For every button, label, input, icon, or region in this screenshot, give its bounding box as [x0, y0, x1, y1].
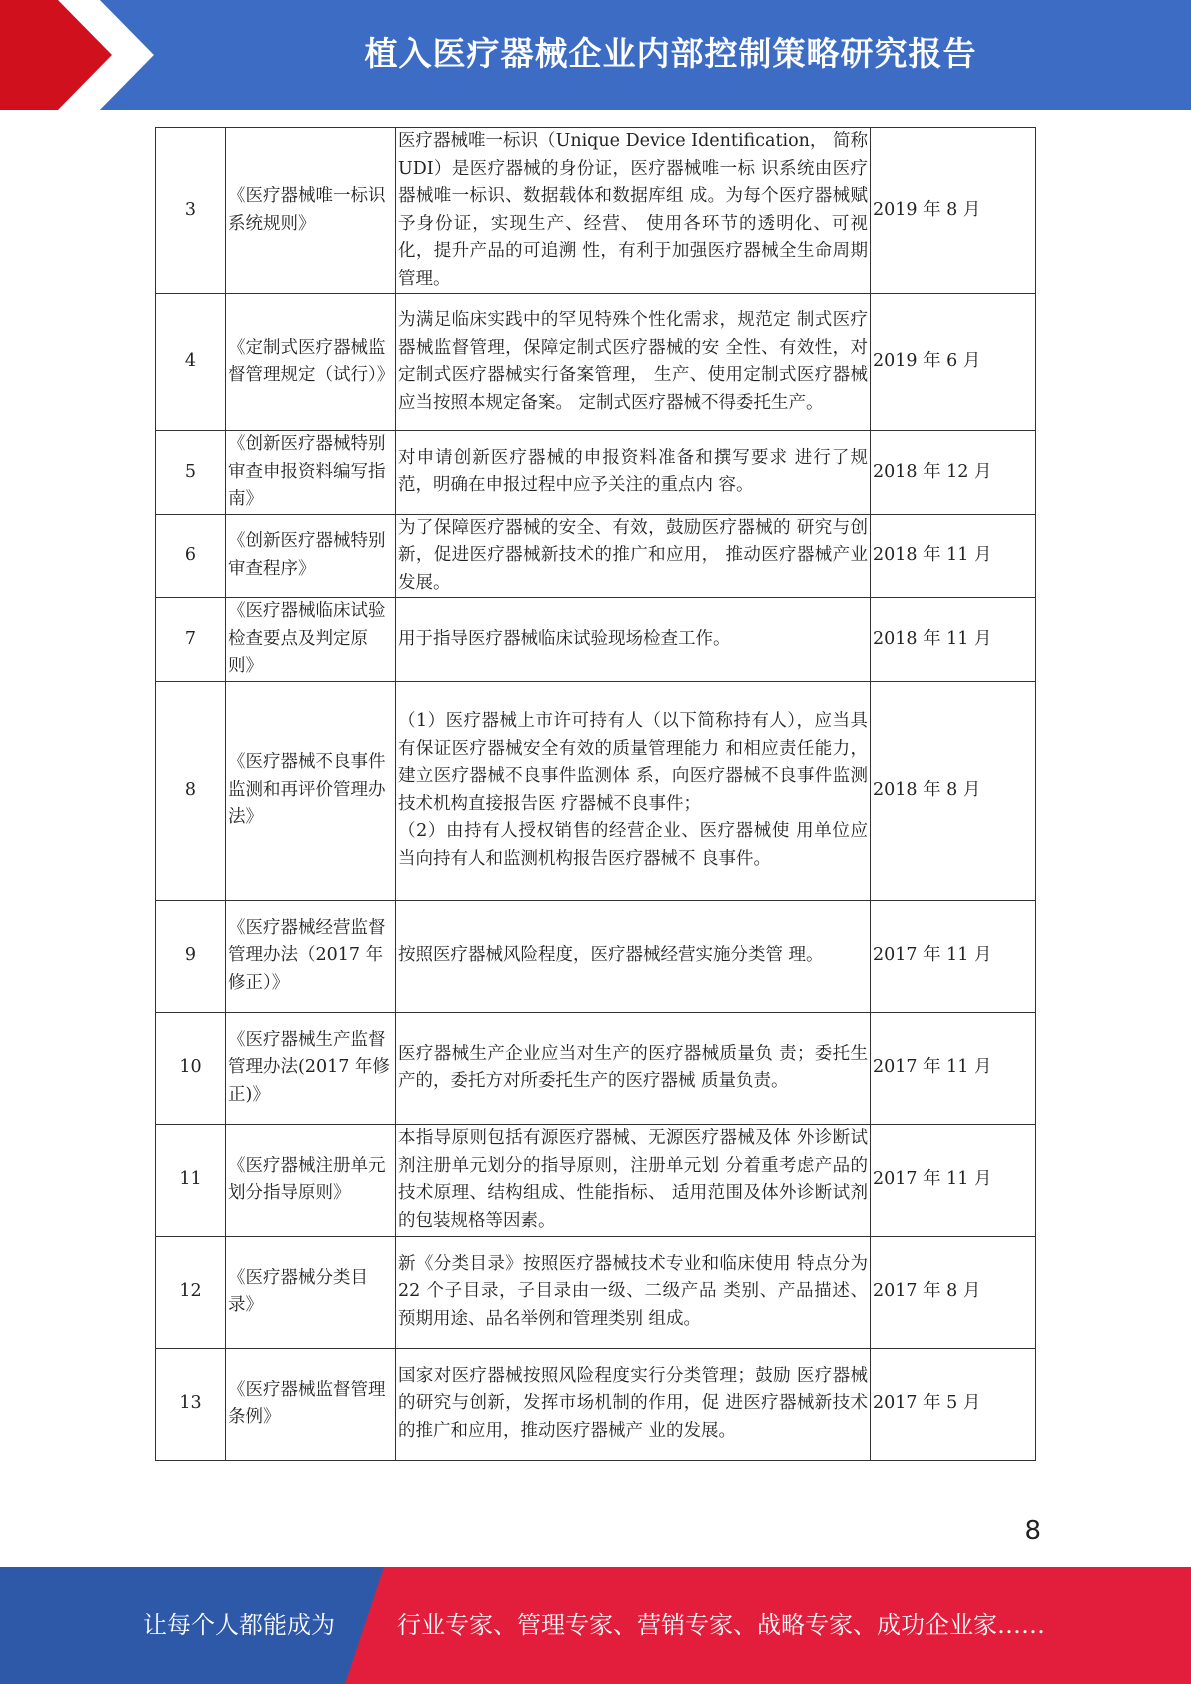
page-number: 8	[1024, 1516, 1041, 1546]
table-row	[156, 294, 1036, 431]
regulation-description: 为满足临床实践中的罕见特殊个性化需求，规范定 制式医疗器械监督管理，保障定制式医疗器械的安 全性、有效性，对定制式医疗器械实行备案管理， 生产、使用定制式医疗器械应当按照本规定备案。 定制式医疗器械不得委托生产。	[396, 294, 871, 431]
page-footer	[0, 1567, 1191, 1684]
regulation-name: 《医疗器械临床试验检查要点及判定原则》	[226, 598, 396, 682]
table-row	[156, 598, 1036, 682]
regulation-description: （1）医疗器械上市许可持有人（以下简称持有人），应当具有保证医疗器械安全有效的质量管理能力 和相应责任能力，建立医疗器械不良事件监测体 系，向医疗器械不良事件监测技术机构直接报告医 疗器械不良事件； （2）由持有人授权销售的经营企业、医疗器械使 用单位应当向持有人和监测机构报告医疗器械不 良事件。	[396, 681, 871, 900]
regulation-name: 《医疗器械注册单元划分指导原则》	[226, 1124, 396, 1236]
regulation-date: 2018 年 11 月	[871, 514, 1036, 598]
regulation-date: 2019 年 6 月	[871, 294, 1036, 431]
regulation-description: 医疗器械唯一标识（Unique Device Identification， 简称 UDI）是医疗器械的身份证，医疗器械唯一标 识系统由医疗器械唯一标识、数据载体和数据库组 成。为每个医疗器械赋予身份证，实现生产、经营、 使用各环节的透明化、可视化，提升产品的可追溯 性，有利于加强医疗器械全生命周期管理。	[396, 128, 871, 294]
regulation-date: 2017 年 11 月	[871, 1012, 1036, 1124]
regulation-table-body	[156, 128, 1036, 1461]
report-title: 植入医疗器械企业内部控制策略研究报告	[364, 34, 977, 73]
row-number: 10	[156, 1012, 226, 1124]
table-row	[156, 900, 1036, 1012]
regulation-name: 《创新医疗器械特别审查申报资料编写指南》	[226, 431, 396, 515]
regulation-description: 本指导原则包括有源医疗器械、无源医疗器械及体 外诊断试剂注册单元划分的指导原则，注册单元划 分着重考虑产品的技术原理、结构组成、性能指标、 适用范围及体外诊断试剂的包装规格等因素。	[396, 1124, 871, 1236]
row-number: 8	[156, 681, 226, 900]
regulation-name: 《医疗器械不良事件监测和再评价管理办法》	[226, 681, 396, 900]
regulation-description: 国家对医疗器械按照风险程度实行分类管理；鼓励 医疗器械的研究与创新，发挥市场机制的作用，促 进医疗器械新技术的推广和应用，推动医疗器械产 业的发展。	[396, 1348, 871, 1460]
regulation-date: 2017 年 11 月	[871, 900, 1036, 1012]
table-row	[156, 514, 1036, 598]
regulation-name: 《医疗器械生产监督管理办法(2017 年修正)》	[226, 1012, 396, 1124]
table-row	[156, 128, 1036, 294]
regulation-table	[155, 127, 1036, 1461]
table-row	[156, 1012, 1036, 1124]
table-row	[156, 681, 1036, 900]
footer-slogan-right: 行业专家、管理专家、营销专家、战略专家、成功企业家……	[397, 1611, 1045, 1639]
regulation-description: 对申请创新医疗器械的申报资料准备和撰写要求 进行了规范，明确在申报过程中应予关注的重点内 容。	[396, 431, 871, 515]
regulation-description: 按照医疗器械风险程度，医疗器械经营实施分类管 理。	[396, 900, 871, 1012]
table-row	[156, 431, 1036, 515]
row-number: 7	[156, 598, 226, 682]
table-row	[156, 1236, 1036, 1348]
row-number: 6	[156, 514, 226, 598]
regulation-name: 《创新医疗器械特别审查程序》	[226, 514, 396, 598]
regulation-date: 2018 年 8 月	[871, 681, 1036, 900]
regulation-name: 《医疗器械分类目录》	[226, 1236, 396, 1348]
page-header	[0, 0, 1191, 110]
regulation-date: 2018 年 12 月	[871, 431, 1036, 515]
regulation-name: 《医疗器械经营监督管理办法（2017 年修正）》	[226, 900, 396, 1012]
regulation-date: 2019 年 8 月	[871, 128, 1036, 294]
regulation-description: 医疗器械生产企业应当对生产的医疗器械质量负 责；委托生产的，委托方对所委托生产的医疗器械 质量负责。	[396, 1012, 871, 1124]
table-row	[156, 1348, 1036, 1460]
regulation-date: 2017 年 8 月	[871, 1236, 1036, 1348]
regulation-name: 《医疗器械唯一标识系统规则》	[226, 128, 396, 294]
regulation-name: 《定制式医疗器械监督管理规定（试行）》	[226, 294, 396, 431]
row-number: 13	[156, 1348, 226, 1460]
row-number: 5	[156, 431, 226, 515]
regulation-description: 用于指导医疗器械临床试验现场检查工作。	[396, 598, 871, 682]
footer-slogan-left: 让每个人都能成为	[143, 1611, 335, 1639]
table-row	[156, 1124, 1036, 1236]
regulation-date: 2017 年 5 月	[871, 1348, 1036, 1460]
row-number: 12	[156, 1236, 226, 1348]
row-number: 3	[156, 128, 226, 294]
row-number: 11	[156, 1124, 226, 1236]
regulation-description: 新《分类目录》按照医疗器械技术专业和临床使用 特点分为 22 个子目录，子目录由一级、二级产品 类别、产品描述、预期用途、品名举例和管理类别 组成。	[396, 1236, 871, 1348]
row-number: 4	[156, 294, 226, 431]
regulation-name: 《医疗器械监督管理条例》	[226, 1348, 396, 1460]
regulation-description: 为了保障医疗器械的安全、有效，鼓励医疗器械的 研究与创新，促进医疗器械新技术的推广和应用， 推动医疗器械产业发展。	[396, 514, 871, 598]
regulation-date: 2018 年 11 月	[871, 598, 1036, 682]
row-number: 9	[156, 900, 226, 1012]
regulation-date: 2017 年 11 月	[871, 1124, 1036, 1236]
